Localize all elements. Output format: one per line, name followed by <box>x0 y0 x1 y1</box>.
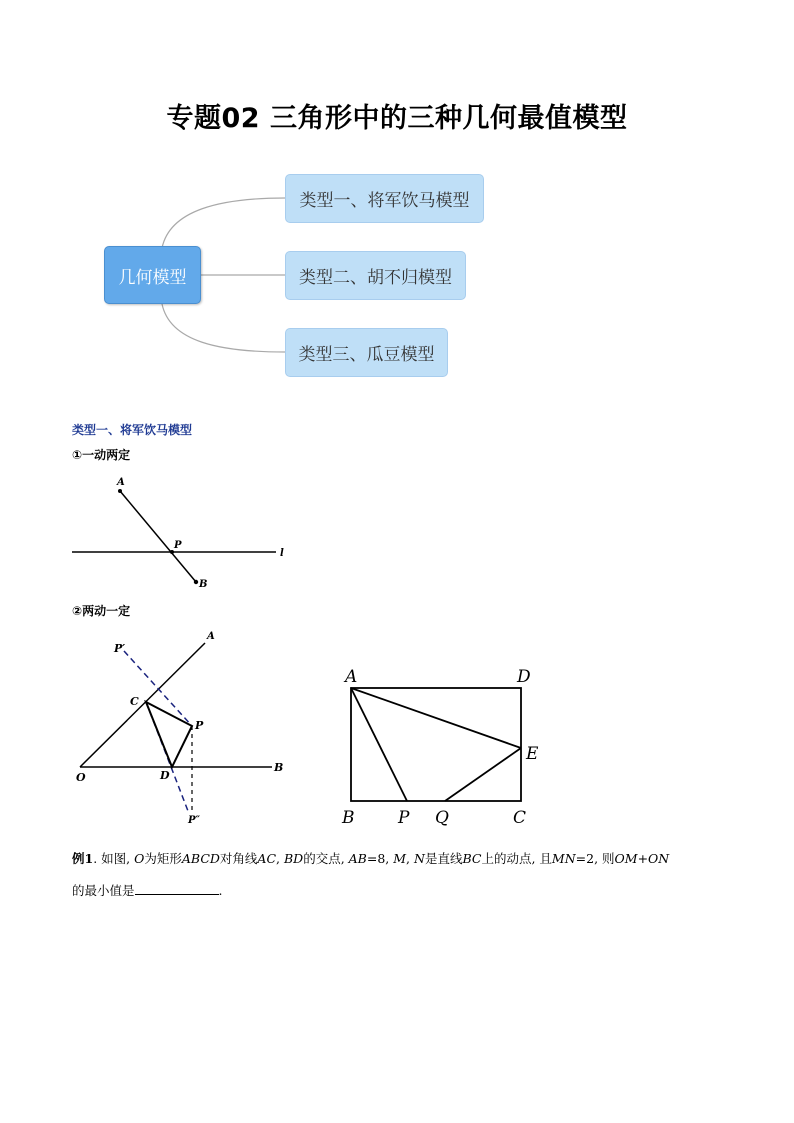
mindmap-node-type2: 类型二、胡不归模型 <box>285 251 466 300</box>
section-title: 类型一、将军饮马模型 <box>72 423 193 437</box>
example-text: . 如图, <box>93 851 135 866</box>
fig1-label-b: B <box>199 579 208 590</box>
fig3-label-d: D <box>517 667 531 687</box>
example-text: 的交点, <box>303 851 349 866</box>
fig3-label-c: C <box>513 808 527 828</box>
example-text: , <box>276 851 284 866</box>
answer-blank[interactable] <box>135 882 219 895</box>
mindmap-node-type1: 类型一、将军饮马模型 <box>285 174 484 223</box>
case1-label: ①一动两定 <box>72 448 131 462</box>
example-text: 对角线 <box>219 851 258 866</box>
math-bc: BC <box>462 851 482 866</box>
math-ac: AC <box>257 851 277 866</box>
math-om-on: OM+ON <box>614 851 670 866</box>
fig1-label-a: A <box>117 477 125 488</box>
fig2-label-o: O <box>76 771 86 784</box>
fig2-label-c: C <box>130 695 139 708</box>
fig2-label-p-prime: P′ <box>114 642 126 655</box>
page-title: 专题02 三角形中的三种几何最值模型 <box>166 103 628 134</box>
math-bd: BD <box>283 851 304 866</box>
fig2-label-p-double-prime: P″ <box>188 815 200 826</box>
example-text: , <box>406 851 414 866</box>
fig3-label-a: A <box>345 667 358 687</box>
example-1 <box>72 843 732 907</box>
mindmap-root-node: 几何模型 <box>104 246 201 304</box>
math-m: M <box>393 851 407 866</box>
fig3-label-q: Q <box>435 808 449 828</box>
example-text: . <box>218 883 223 898</box>
math-n: N <box>414 851 425 866</box>
fig2-label-p: P <box>195 719 204 732</box>
fig2-label-a: A <box>207 631 215 642</box>
example-text: =2, 则 <box>575 851 615 866</box>
example-text: 的最小值是 <box>72 883 135 898</box>
example-text: 是直线 <box>424 851 463 866</box>
figure-one-moving-point <box>60 470 300 595</box>
case2-label: ②两动一定 <box>72 604 131 618</box>
fig3-label-b: B <box>342 808 355 828</box>
example-text: 为矩形 <box>144 851 182 866</box>
mindmap-node-type3: 类型三、瓜豆模型 <box>285 328 448 377</box>
math-abcd: ABCD <box>181 851 220 866</box>
fig2-label-b: B <box>274 761 284 774</box>
math-o: O <box>134 851 145 866</box>
fig1-label-l: l <box>280 548 284 559</box>
fig3-label-p: P <box>398 808 410 828</box>
figure-rectangle-abcd <box>335 662 555 832</box>
math-ab: AB <box>348 851 367 866</box>
figure-two-moving-points <box>70 625 300 835</box>
fig3-label-e: E <box>526 744 539 764</box>
example-text: 上的动点, 且 <box>481 851 552 866</box>
example-text: =8, <box>366 851 394 866</box>
fig2-label-d: D <box>160 769 170 782</box>
example-head: 例1 <box>72 851 94 866</box>
fig1-label-p: P <box>174 540 182 551</box>
math-mn: MN <box>551 851 576 866</box>
